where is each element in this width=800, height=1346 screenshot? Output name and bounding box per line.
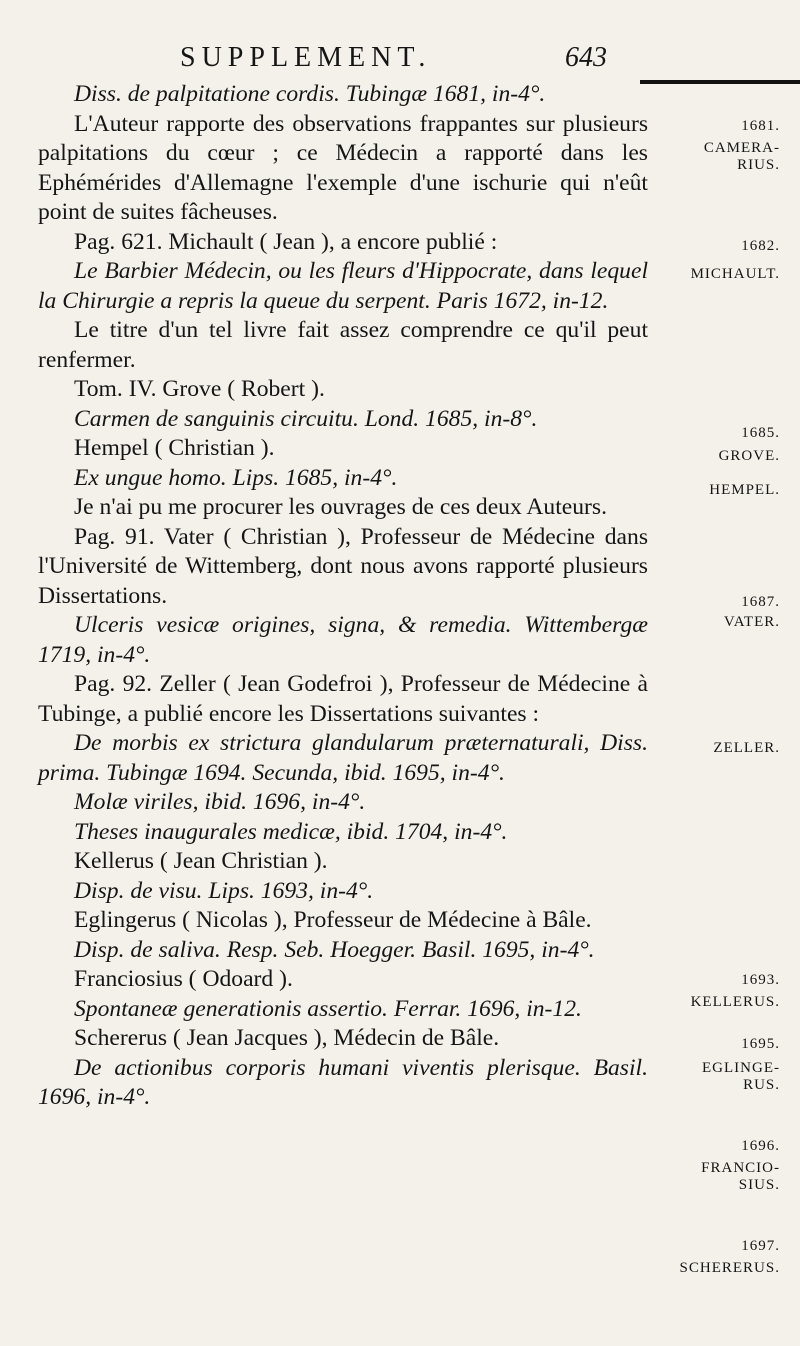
- margin-year: [741, 425, 780, 442]
- margin-year: [741, 972, 780, 989]
- header-rule: [640, 80, 800, 84]
- margin-author-name: [691, 994, 780, 1011]
- text-paragraph: Disp. de saliva. Resp. Seb. Hoegger. Basil. 1695, in-4°.: [74, 936, 595, 963]
- text-paragraph: Tom. IV. Grove ( Robert ).: [74, 376, 325, 402]
- margin-note-line: 1693.: [741, 972, 780, 988]
- margin-note-line: ZELLER.: [713, 740, 780, 756]
- margin-year: [741, 594, 780, 611]
- margin-note-line: 1682.: [741, 238, 780, 254]
- margin-note-line: SCHERERUS.: [679, 1260, 780, 1276]
- margin-note-line: EGLINGE-: [702, 1060, 780, 1076]
- margin-note-line: FRANCIO-: [701, 1160, 780, 1176]
- text-paragraph: Diss. de palpitatione cordis. Tubingæ 1681, in-4°.: [74, 81, 546, 107]
- text-paragraph: Molæ viriles, ibid. 1696, in-4°.: [74, 789, 366, 815]
- text-paragraph: Theses inaugurales medicæ, ibid. 1704, in-4°.: [74, 818, 508, 845]
- page-header: [40, 42, 780, 82]
- text-paragraph: Le titre d'un tel livre fait assez comprendre ce qu'il peut renfermer.: [38, 317, 648, 373]
- margin-author-name: [701, 1160, 780, 1194]
- text-paragraph: Franciosius ( Odoard ).: [74, 966, 293, 992]
- text-paragraph: Disp. de visu. Lips. 1693, in-4°.: [74, 877, 374, 904]
- page-number: 643: [565, 42, 607, 73]
- text-paragraph: Schererus ( Jean Jacques ), Médecin de Bâle.: [74, 1025, 500, 1051]
- margin-year: [741, 1138, 780, 1155]
- margin-author-name: [702, 1060, 780, 1094]
- text-paragraph: De morbis ex strictura glandularum præternaturali, Diss. prima. Tubingæ 1694. Secunda, ibid. 1695, in-4°.: [38, 730, 648, 786]
- margin-author-name: [691, 266, 780, 283]
- text-paragraph: Eglingerus ( Nicolas ), Professeur de Médecine à Bâle.: [74, 907, 592, 933]
- text-paragraph: Ulceris vesicæ origines, signa, & remedia. Wittembergæ 1719, in-4°.: [38, 612, 648, 668]
- margin-note-line: SIUS.: [738, 1177, 780, 1193]
- margin-author-name: [724, 614, 780, 631]
- text-paragraph: Pag. 621. Michault ( Jean ), a encore publié :: [74, 228, 498, 255]
- margin-note-line: KELLERUS.: [690, 994, 780, 1010]
- margin-note-line: GROVE.: [718, 448, 780, 464]
- text-paragraph: Kellerus ( Jean Christian ).: [74, 848, 328, 874]
- text-paragraph: Le Barbier Médecin, ou les fleurs d'Hippocrate, dans lequel la Chirurgie a repris la queue du serpent. Paris 1672, in-12.: [38, 258, 648, 314]
- text-paragraph: Ex ungue homo. Lips. 1685, in-4°.: [74, 464, 398, 491]
- text-paragraph: De actionibus corporis humani viventis plerisque. Basil. 1696, in-4°.: [38, 1054, 648, 1110]
- text-paragraph: Carmen de sanguinis circuitu. Lond. 1685, in-8°.: [74, 405, 538, 432]
- margin-note-line: HEMPEL.: [709, 482, 780, 498]
- margin-note-line: RUS.: [743, 1077, 780, 1093]
- margin-year: [741, 118, 780, 135]
- margin-author-name: [709, 482, 780, 499]
- margin-note-line: MICHAULT.: [690, 266, 780, 282]
- margin-note-line: 1687.: [741, 594, 780, 610]
- margin-year: [741, 1036, 780, 1053]
- text-paragraph: Pag. 92. Zeller ( Jean Godefroi ), Professeur de Médecine à Tubinge, a publié encore les Dissertations suivantes :: [38, 671, 648, 727]
- text-paragraph: Hempel ( Christian ).: [74, 435, 275, 461]
- margin-note-line: 1685.: [741, 425, 780, 441]
- margin-note-line: 1696.: [741, 1138, 780, 1154]
- margin-year: [741, 1238, 780, 1255]
- text-paragraph: Je n'ai pu me procurer les ouvrages de ces deux Auteurs.: [74, 494, 607, 520]
- margin-author-name: [704, 140, 780, 174]
- margin-note-line: CAMERA-: [703, 140, 780, 156]
- margin-note-line: 1695.: [741, 1036, 780, 1052]
- text-paragraph: Spontaneæ generationis assertio. Ferrar. 1696, in-12.: [74, 995, 582, 1022]
- running-title: SUPPLEMENT.: [180, 42, 432, 73]
- main-text-column: [38, 80, 648, 1113]
- margin-author-name: [719, 448, 780, 465]
- text-paragraph: Pag. 91. Vater ( Christian ), Professeur de Médecine dans l'Université de Wittemberg, dont nous avons rapporté plusieurs Dissertations.: [38, 523, 648, 609]
- text-paragraph: L'Auteur rapporte des observations frappantes sur plusieurs palpitations du cœur ; ce Médecin a rapporté dans les Ephémérides d'Allemagne l'exemple d'une ischurie qui n'eût point de suites fâcheuses.: [38, 110, 648, 225]
- margin-note-line: 1681.: [741, 118, 780, 134]
- margin-author-name: [680, 1260, 780, 1277]
- margin-note-line: 1697.: [741, 1238, 780, 1254]
- margin-year: [741, 238, 780, 255]
- margin-note-line: RIUS.: [737, 157, 780, 173]
- margin-note-line: VATER.: [723, 614, 780, 630]
- margin-author-name: [713, 740, 780, 757]
